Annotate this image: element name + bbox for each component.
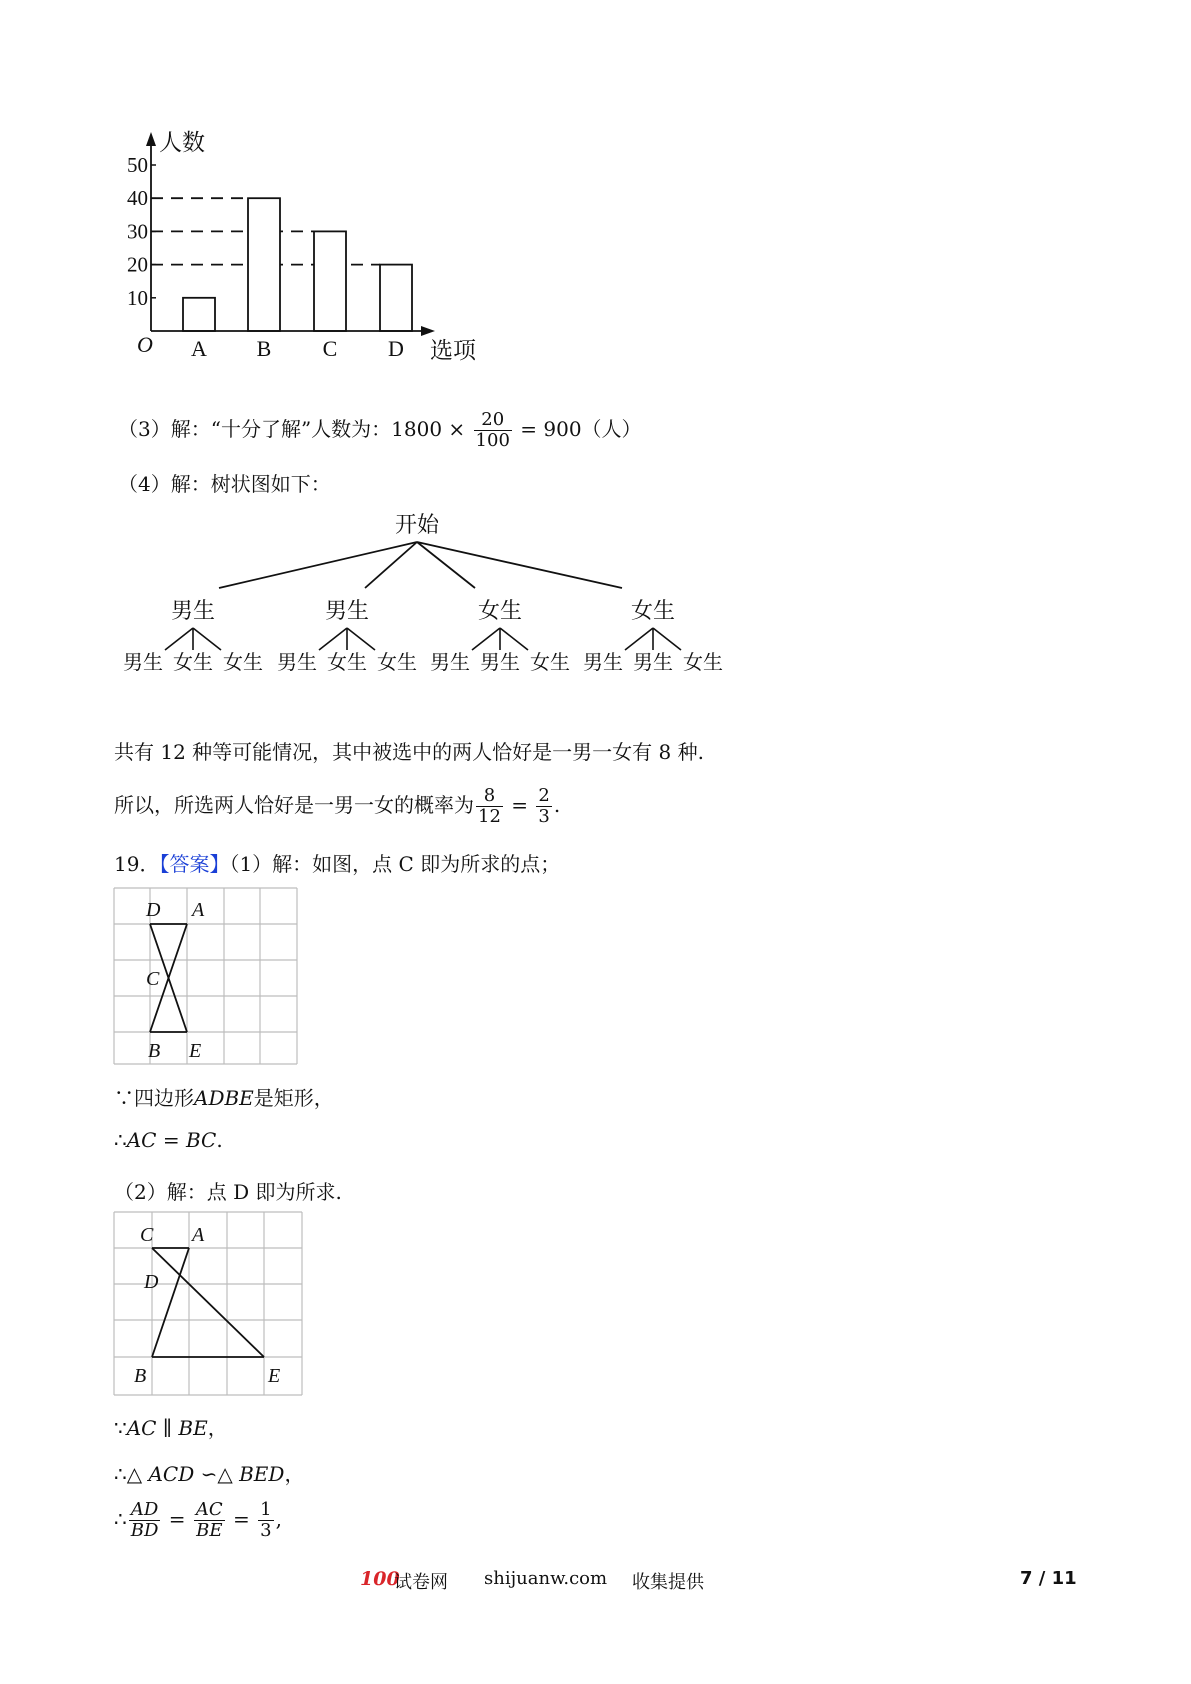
because2-end: ， — [207, 1416, 228, 1440]
tree-subbranch-2-2 — [500, 628, 528, 650]
y-tick-40: 40 — [127, 186, 148, 211]
because-line-1 — [114, 1082, 334, 1111]
tree-branch-3 — [417, 542, 622, 588]
tree-level1-2: 女生 — [477, 598, 523, 623]
tree-level2-3-0: 男生 — [583, 652, 623, 674]
tree-level2-0-1: 女生 — [173, 652, 213, 674]
q4-frac2-num: 2 — [538, 785, 550, 806]
ratio-d2: BE — [196, 1520, 223, 1541]
ratio-d3: 3 — [260, 1520, 272, 1541]
because1-end: 是矩形， — [253, 1086, 334, 1110]
tree-subbranch-3-0 — [625, 628, 653, 650]
footer — [360, 1568, 1080, 1598]
q3-suffix: = 900（人） — [520, 417, 642, 441]
answer-tag: 【答案】 — [159, 852, 230, 876]
q3-fraction — [474, 410, 512, 451]
x-tick-A: A — [191, 336, 207, 361]
tree-level2-1-1: 女生 — [327, 652, 367, 674]
bar-chart — [125, 128, 505, 388]
ratio-eq-2: = — [233, 1507, 250, 1531]
label-B: B — [134, 1365, 147, 1387]
grid-figure-1 — [112, 886, 302, 1066]
tree-level2-2-2: 女生 — [530, 652, 570, 674]
bar-B — [248, 198, 280, 331]
label-E: E — [268, 1365, 281, 1387]
label-C: C — [140, 1224, 154, 1246]
q19-part2: （2）解：点 D 即为所求. — [114, 1180, 342, 1204]
tree-level2-0-0: 男生 — [123, 652, 163, 674]
q19-number: 19． — [114, 852, 160, 876]
q3-line — [118, 410, 642, 451]
therefore-line-2 — [114, 1458, 304, 1487]
x-tick-B: B — [256, 336, 272, 361]
q4-prob-eq: = — [511, 793, 529, 817]
ratio-line — [114, 1500, 282, 1541]
tree-subbranch-1-0 — [319, 628, 347, 650]
tree-subbranch-0-2 — [193, 628, 221, 650]
x-tick-C: C — [322, 336, 338, 361]
tree-subbranch-3-2 — [653, 628, 681, 650]
because1-math: ADBE — [194, 1086, 254, 1110]
therefore-line-1 — [114, 1128, 223, 1152]
therefore2-math: △ ACD ∽△ BED — [126, 1462, 285, 1486]
because1-text: ∵四边形 — [114, 1086, 194, 1110]
x-axis-label: 选项 — [430, 338, 476, 363]
tree-branch-0 — [219, 542, 417, 588]
segment-CE — [152, 1248, 264, 1357]
y-tick-50: 50 — [127, 153, 148, 177]
q4-frac-1 — [476, 786, 503, 827]
site-logo: 100 — [360, 1568, 400, 1590]
site-url: shijuanw.com — [484, 1568, 608, 1589]
tree-level1-0: 男生 — [170, 598, 216, 623]
tree-level2-3-2: 女生 — [683, 652, 723, 674]
segment-AB — [152, 1248, 189, 1357]
bar-D — [380, 265, 412, 331]
page-number: 7 / 11 — [1020, 1568, 1077, 1589]
tree-subbranch-0-0 — [165, 628, 193, 650]
therefore2-symbol: ∴ — [114, 1462, 127, 1486]
because-line-2 — [114, 1412, 228, 1441]
x-tick-D: D — [388, 336, 404, 361]
ratio-d1: BD — [130, 1520, 159, 1541]
tree-subbranch-2-0 — [472, 628, 500, 650]
bar-C — [314, 231, 346, 331]
q4-prob-prefix: 所以，所选两人恰好是一男一女的概率为 — [114, 793, 474, 817]
q4-frac1-num: 8 — [476, 786, 503, 807]
grid-figure-2 — [112, 1210, 307, 1400]
y-tick-20: 20 — [127, 252, 148, 277]
ratio-prefix: ∴ — [114, 1507, 127, 1531]
tree-root: 开始 — [394, 512, 440, 537]
q4-intro: （4）解：树状图如下： — [118, 472, 331, 496]
label-D: D — [146, 899, 161, 921]
q4-frac1-den: 12 — [478, 806, 501, 827]
label-B: B — [148, 1040, 161, 1062]
label-D: D — [144, 1271, 159, 1293]
ratio-frac-2 — [194, 1500, 225, 1541]
ratio-frac-1 — [129, 1500, 161, 1541]
q4-count-line: 共有 12 种等可能情况，其中被选中的两人恰好是一男一女有 8 种. — [114, 740, 704, 764]
q19-heading — [114, 848, 560, 877]
ratio-n2: AC — [195, 1499, 223, 1520]
y-axis-label: 人数 — [159, 130, 205, 155]
origin-label: O — [137, 332, 153, 357]
q3-frac-den: 100 — [475, 430, 510, 451]
y-tick-10: 10 — [127, 285, 148, 310]
tree-level2-2-1: 男生 — [480, 652, 520, 674]
tree-level1-1: 男生 — [324, 598, 370, 623]
q4-frac-2 — [536, 786, 551, 827]
tree-diagram — [115, 510, 735, 715]
provided-by: 收集提供 — [632, 1572, 704, 1593]
label-A: A — [192, 1224, 205, 1246]
tree-level2-0-2: 女生 — [223, 652, 263, 674]
q3-frac-num: 20 — [474, 410, 512, 431]
x-axis-arrow — [421, 326, 435, 336]
tree-level1-3: 女生 — [630, 598, 676, 623]
tree-level2-1-0: 男生 — [277, 652, 317, 674]
tree-level2-1-2: 女生 — [377, 652, 417, 674]
ratio-n1: AD — [129, 1500, 161, 1521]
q4-frac2-den: 3 — [538, 806, 550, 827]
because2-math: AC ∥ BE — [126, 1416, 208, 1440]
label-C: C — [146, 968, 160, 990]
therefore1-end: . — [216, 1128, 223, 1152]
label-E: E — [189, 1040, 202, 1062]
tree-level2-3-1: 男生 — [633, 652, 673, 674]
site-name: 试卷网 — [394, 1572, 448, 1593]
q4-prob-end: . — [553, 793, 561, 817]
q4-probability-line — [114, 786, 560, 827]
therefore1-math: AC = BC — [126, 1128, 217, 1152]
q19-part1: （1）解：如图，点 C 即为所求的点； — [229, 852, 561, 876]
therefore2-end: ， — [284, 1462, 305, 1486]
y-tick-30: 30 — [127, 219, 148, 244]
ratio-end: , — [275, 1507, 282, 1531]
tree-level2-2-0: 男生 — [430, 652, 470, 674]
tree-subbranch-1-2 — [347, 628, 375, 650]
y-axis-arrow — [146, 132, 156, 146]
q3-prefix: （3）解：“十分了解”人数为：1800 × — [118, 417, 466, 441]
ratio-n3: 1 — [260, 1499, 272, 1520]
label-A: A — [192, 899, 205, 921]
therefore1-symbol: ∴ — [114, 1128, 127, 1152]
ratio-frac-3 — [258, 1500, 273, 1541]
because2-symbol: ∵ — [114, 1416, 127, 1440]
ratio-eq-1: = — [168, 1507, 186, 1531]
bar-A — [183, 298, 215, 331]
